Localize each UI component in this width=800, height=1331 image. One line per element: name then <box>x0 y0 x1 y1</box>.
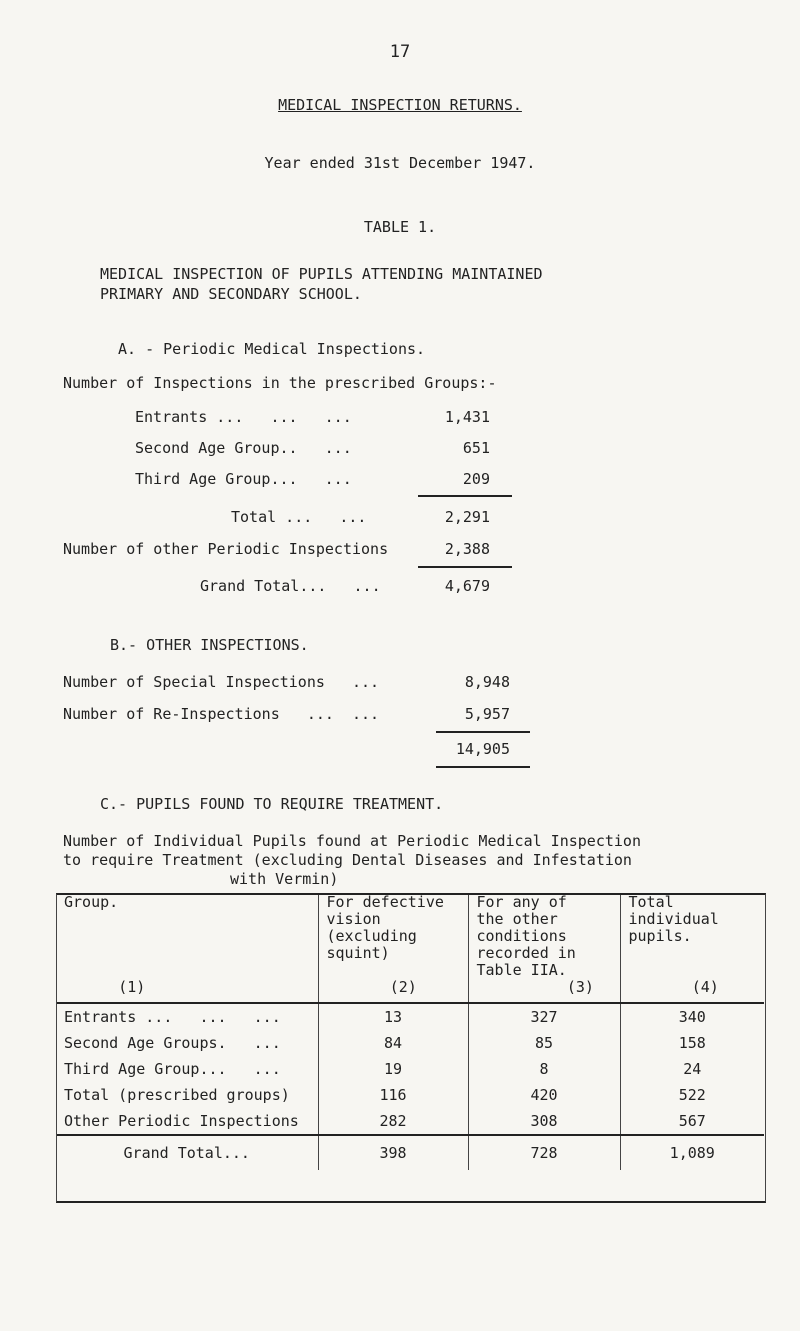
row-second-age-value: 651 <box>462 439 490 457</box>
re-inspections-label: Number of Re-Inspections ... ... <box>63 705 380 723</box>
row-third-age-label: Third Age Group... ... <box>135 470 352 488</box>
header-group-colno: (1) <box>118 978 146 996</box>
cell-group: Total (prescribed groups) <box>56 1082 318 1108</box>
cell-grand-group: Grand Total... <box>56 1135 318 1170</box>
page-number: 17 <box>389 42 411 62</box>
cell-vision: 282 <box>318 1108 468 1135</box>
header-vision <box>318 894 468 1003</box>
special-inspections-value: 8,948 <box>464 673 510 691</box>
header-total-text: Total individual pupils. <box>628 893 719 945</box>
header-total-colno: (4) <box>691 978 719 996</box>
table-label: TABLE 1. <box>363 218 437 236</box>
cell-grand-vision: 398 <box>318 1135 468 1170</box>
rule-a-grand <box>418 566 512 568</box>
table-row <box>56 1030 764 1056</box>
cell-total: 24 <box>683 1060 702 1078</box>
table-row <box>56 1082 764 1108</box>
cell-group: Third Age Group... ... <box>56 1056 318 1082</box>
cell-total: 158 <box>678 1034 706 1052</box>
other-periodic-label: Number of other Periodic Inspections <box>63 540 389 558</box>
section-c-intro-3: with Vermin) <box>230 870 339 888</box>
subtitle: Year ended 31st December 1947. <box>264 154 536 172</box>
heading-line-2: PRIMARY AND SECONDARY SCHOOL. <box>100 285 362 303</box>
header-vision-colno: (2) <box>389 978 417 996</box>
table-row <box>56 1108 764 1135</box>
section-c-intro-1: Number of Individual Pupils found at Periodic Medical Inspection <box>63 832 641 850</box>
section-b-title: B.- OTHER INSPECTIONS. <box>110 636 309 654</box>
cell-group: Other Periodic Inspections <box>56 1108 318 1135</box>
section-b-total-value: 14,905 <box>455 740 510 758</box>
header-other-text: For any of the other conditions recorded in Table IIA. <box>476 893 576 979</box>
cell-grand-total: 1,089 <box>620 1135 764 1170</box>
cell-other: 308 <box>468 1108 620 1135</box>
total-value: 2,291 <box>444 508 490 526</box>
table-header-row <box>56 894 764 1003</box>
cell-other: 85 <box>468 1030 620 1056</box>
table-row <box>56 1003 764 1030</box>
treatment-table <box>56 894 764 1170</box>
row-third-age-value: 209 <box>462 470 490 488</box>
section-a-intro: Number of Inspections in the prescribed Groups:- <box>63 374 497 392</box>
heading-line-1: MEDICAL INSPECTION OF PUPILS ATTENDING MAINTAINED <box>100 265 543 283</box>
row-entrants-label: Entrants ... ... ... <box>135 408 352 426</box>
header-total <box>620 894 764 1003</box>
special-inspections-label: Number of Special Inspections ... <box>63 673 380 691</box>
cell-vision: 84 <box>318 1030 468 1056</box>
section-a-title: A. - Periodic Medical Inspections. <box>118 340 426 358</box>
total-label: Total ... ... <box>231 508 367 526</box>
row-entrants-value: 1,431 <box>444 408 490 426</box>
cell-group: Second Age Groups. ... <box>56 1030 318 1056</box>
page-title: MEDICAL INSPECTION RETURNS. <box>278 96 522 114</box>
section-c-intro-2: to require Treatment (excluding Dental Diseases and Infestation <box>63 851 632 869</box>
row-second-age-label: Second Age Group.. ... <box>135 439 352 457</box>
section-c-title: C.- PUPILS FOUND TO REQUIRE TREATMENT. <box>100 795 444 813</box>
cell-total: 522 <box>678 1086 706 1104</box>
cell-total: 340 <box>678 1008 706 1026</box>
rule-b-total <box>436 731 530 733</box>
re-inspections-value: 5,957 <box>464 705 510 723</box>
header-vision-text: For defective vision (excluding squint) <box>326 893 444 962</box>
table-row <box>56 1056 764 1082</box>
grand-total-label: Grand Total... ... <box>200 577 381 595</box>
header-other <box>468 894 620 1003</box>
rule-a-total <box>418 495 512 497</box>
rule-b-double <box>436 766 530 768</box>
cell-grand-other: 728 <box>468 1135 620 1170</box>
cell-other: 8 <box>468 1056 620 1082</box>
header-group-text: Group. <box>64 893 119 911</box>
cell-other: 327 <box>468 1003 620 1030</box>
grand-total-value: 4,679 <box>444 577 490 595</box>
cell-vision: 13 <box>318 1003 468 1030</box>
cell-vision: 19 <box>318 1056 468 1082</box>
grand-total-row <box>56 1135 764 1170</box>
header-group <box>56 894 318 1003</box>
cell-total: 567 <box>678 1112 706 1130</box>
cell-group: Entrants ... ... ... <box>56 1003 318 1030</box>
other-periodic-value: 2,388 <box>444 540 490 558</box>
cell-vision: 116 <box>318 1082 468 1108</box>
cell-other: 420 <box>468 1082 620 1108</box>
header-other-colno: (3) <box>566 978 594 996</box>
